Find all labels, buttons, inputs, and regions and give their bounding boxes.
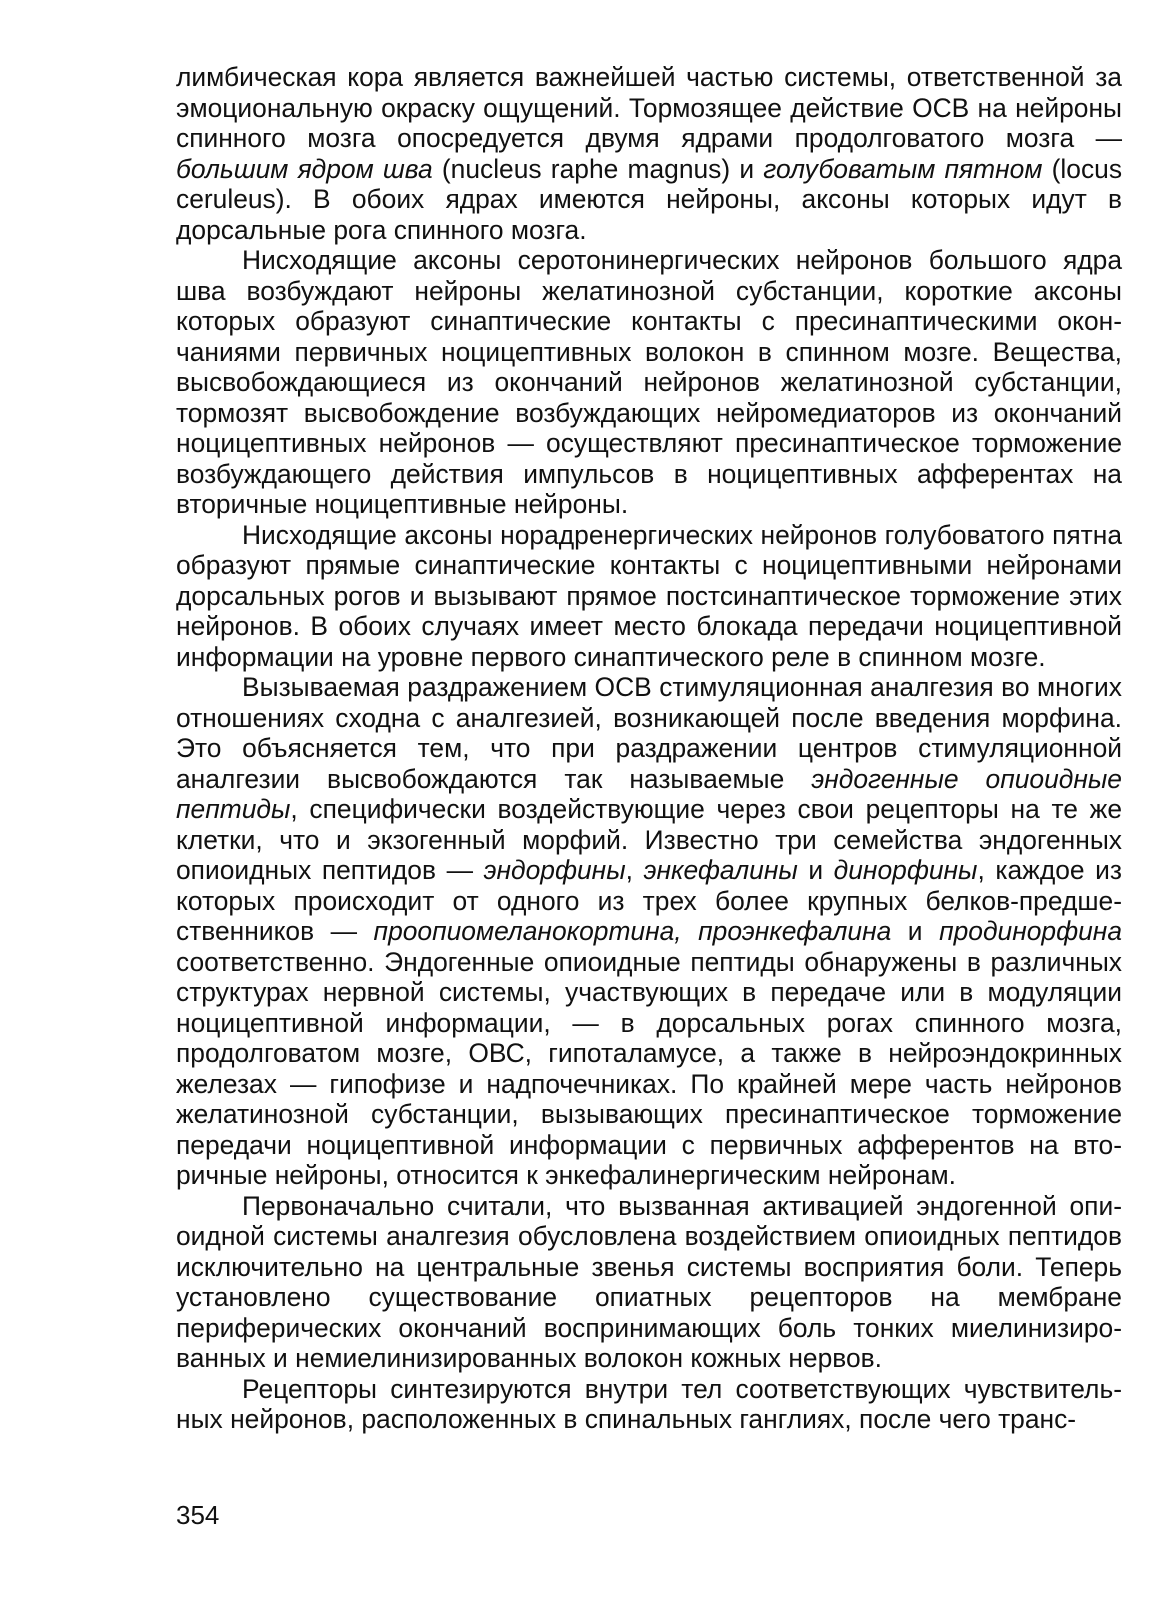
text-span: , каждое из которых происходит от одного из трех более крупных белков-предшественников —	[176, 855, 1122, 946]
text-span: Нисходящие аксоны норадренергических нейронов голубоватого пятна образуют прямые синаптические контакты с ноцицептивными нейронами дорсальных рогов и вызывают прямое постсинаптическое торможение этих нейронов. В обоих случаях имеет место блокада передачи ноцицептивной информации на уровне первого синаптического реле в спинном мозге.	[176, 519, 1122, 672]
paragraph-p6	[176, 1374, 1122, 1435]
text-span: (nucleus raphe magnus) и	[432, 153, 764, 184]
body-text	[176, 62, 1122, 1435]
text-span: лимбическая кора является важнейшей частью системы, ответственной за эмоциональную окраску ощущений. Тормозящее действие ОСВ на нейроны спинного мозга опосредуется двумя ядрами продолговатого мозга —	[176, 62, 1122, 153]
text-span: , специфически воздействующие через свои рецепторы на те же клетки, что и экзогенный морфий. Известно три семейства эндогенных опиоидных пептидов —	[176, 794, 1122, 885]
page-number: 354	[176, 1500, 220, 1530]
text-span: Рецепторы синтезируются внутри тел соответствующих чувствительных нейронов, расположенных в спинальных ганглиях, после чего транс-	[176, 1373, 1122, 1434]
text-span: и	[797, 855, 834, 885]
text-span: Вызываемая раздражением ОСВ стимуляционная аналгезия во многих отношениях сходна с аналгезией, возникающей после введения морфина. Это объясняется тем, что при раздражении центров стимуляционной аналгезии высвобождаются так называемые	[176, 672, 1122, 794]
italic-term: эндогенные опиоидные пептиды	[176, 763, 1122, 824]
text-span: Нисходящие аксоны серотонинергических нейронов большого ядра шва возбуждают нейроны желатинозной субстанции, короткие аксоны которых образуют синаптические контакты с пресинаптическими окончаниями первичных ноцицептивных волокон в спинном мозге. Вещества, высвобождающиеся из окончаний нейронов желатинозной субстанции, тормозят высвобождение возбуждающих нейромедиаторов из окончаний ноцицептивных нейронов — осуществляют пресинаптическое торможение возбуждающего действия импульсов в ноцицептивных афферентах на вторичные ноцицептивные нейроны.	[176, 245, 1122, 519]
paragraph-p2	[176, 245, 1122, 520]
text-span: и	[891, 916, 940, 946]
italic-term: энкефалины	[643, 855, 798, 885]
paragraph-p1	[176, 62, 1122, 245]
text-span: Первоначально считали, что вызванная активацией эндогенной опиоидной системы аналгезия обусловлена воздействием опиоидных пептидов исключительно на центральные звенья системы восприятия боли. Теперь установлено существование опиатных рецепторов на мембране периферических окончаний воспринимающих боль тонких миелинизированных и немиелинизированных волокон кожных нервов.	[176, 1190, 1122, 1373]
italic-term: голубоватым пятном	[763, 153, 1043, 184]
italic-term: эндорфины	[483, 855, 626, 885]
text-span: (locus ceruleus). В обоих ядрах имеются нейроны, аксоны которых идут в дорсальные рога спинного мозга.	[176, 153, 1123, 245]
italic-term: проопиомеланокортина, проэнкефалина	[373, 916, 892, 946]
paragraph-p3	[176, 520, 1122, 673]
page	[176, 62, 1122, 1435]
paragraph-p5	[176, 1191, 1122, 1374]
italic-term: большим ядром шва	[176, 153, 433, 184]
paragraph-p4	[176, 672, 1122, 1191]
text-span: соответственно. Эндогенные опиоидные пептиды обнаружены в различных структурах нервной системы, участвующих в передаче или в модуляции ноцицептивной информации, — в дорсальных рогах спинного мозга, продолговатом мозге, ОВС, гипоталамусе, а также в нейроэндокринных железах — гипофизе и надпочечниках. По крайней мере часть нейронов желатинозной субстанции, вызывающих пресинаптическое торможение передачи ноцицептивной информации с первичных афферентов на вторичные нейроны, относится к энкефалинергическим нейронам.	[176, 946, 1122, 1190]
italic-term: продинорфина	[939, 916, 1123, 946]
text-span: ,	[625, 855, 644, 885]
italic-term: динорфины	[833, 855, 978, 885]
